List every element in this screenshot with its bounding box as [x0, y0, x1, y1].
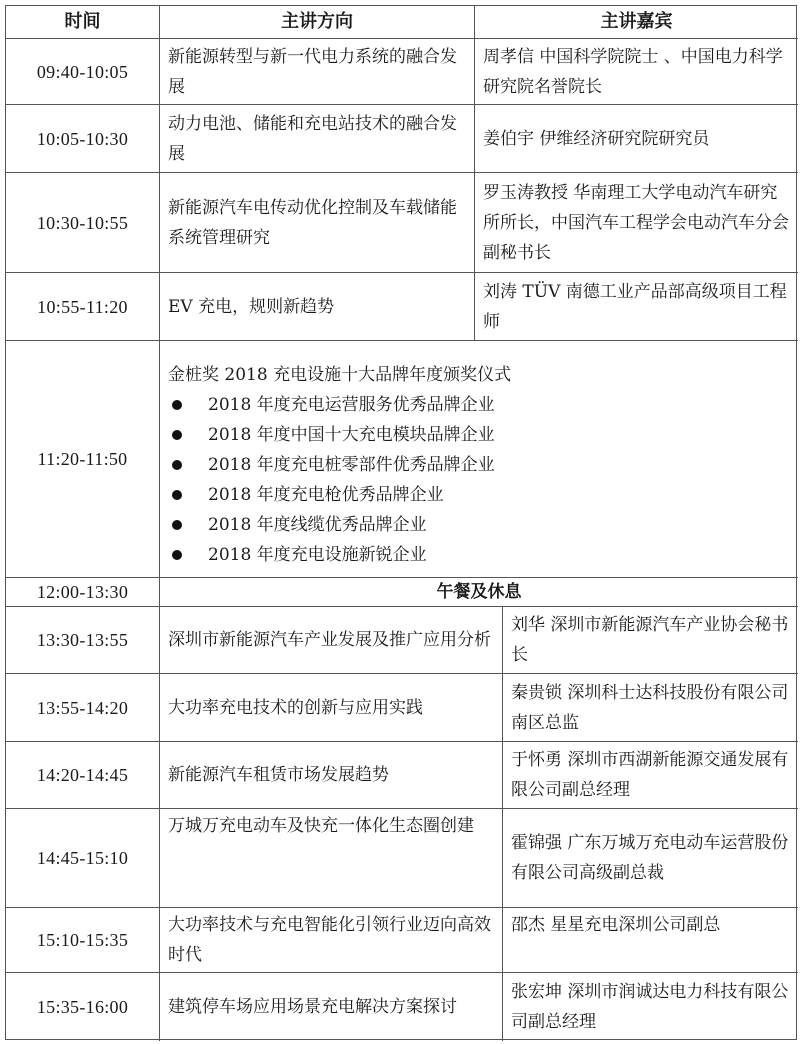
schedule-table: [5, 5, 797, 1040]
award-time: 11:20-11:50: [6, 341, 160, 578]
row-time: 15:10-15:35: [6, 908, 160, 973]
award-list-item: [168, 510, 790, 540]
row-speaker: 刘涛 TÜV 南德工业产品部高级项目工程师: [475, 273, 798, 341]
header-time: 时间: [6, 6, 160, 39]
row-speaker: 周孝信 中国科学院院士 、中国电力科学研究院名誉院长: [475, 39, 798, 105]
row-time: 10:55-11:20: [6, 273, 160, 341]
bullet-icon: [172, 550, 182, 560]
row-topic: 深圳市新能源汽车产业发展及推广应用分析: [160, 607, 503, 674]
award-list-item: [168, 450, 790, 480]
award-item-label: 2018 年度充电设施新锐企业: [208, 545, 427, 565]
award-item-label: 2018 年度中国十大充电模块品牌企业: [208, 425, 495, 445]
row-time: 14:20-14:45: [6, 742, 160, 809]
header-speaker: 主讲嘉宾: [475, 6, 798, 39]
row-speaker: 霍锦强 广东万城万充电动车运营股份有限公司高级副总裁: [503, 809, 798, 908]
row-topic: 新能源汽车租赁市场发展趋势: [160, 742, 503, 809]
award-list-item: [168, 420, 790, 450]
bullet-icon: [172, 400, 182, 410]
row-topic: 大功率技术与充电智能化引领行业迈向高效时代: [160, 908, 503, 973]
row-time: 13:30-13:55: [6, 607, 160, 674]
row-speaker: 姜伯宇 伊维经济研究院研究员: [475, 105, 798, 173]
award-item-label: 2018 年度线缆优秀品牌企业: [208, 515, 427, 535]
row-topic: 动力电池、储能和充电站技术的融合发展: [160, 105, 475, 173]
lunch-label: 午餐及休息: [160, 578, 798, 607]
award-item-label: 2018 年度充电枪优秀品牌企业: [208, 485, 444, 505]
row-time: 10:30-10:55: [6, 173, 160, 273]
row-time: 10:05-10:30: [6, 105, 160, 173]
header-topic: 主讲方向: [160, 6, 475, 39]
row-speaker: 罗玉涛教授 华南理工大学电动汽车研究所所长，中国汽车工程学会电动汽车分会副秘书长: [475, 173, 798, 273]
row-topic: 新能源汽车电传动优化控制及车载储能系统管理研究: [160, 173, 475, 273]
row-speaker: 张宏坤 深圳市润诚达电力科技有限公司副总经理: [511, 982, 789, 1032]
lunch-time: 12:00-13:30: [6, 578, 160, 607]
row-speaker: 刘华 深圳市新能源汽车产业协会秘书长: [503, 607, 798, 674]
row-topic: 建筑停车场应用场景充电解决方案探讨: [160, 973, 503, 1041]
award-title: 金桩奖 2018 充电设施十大品牌年度颁奖仪式: [168, 365, 512, 385]
award-ceremony: [160, 341, 798, 578]
bullet-icon: [172, 490, 182, 500]
bullet-icon: [172, 460, 182, 470]
bullet-icon: [172, 520, 182, 530]
row-time: 15:35-16:00: [6, 973, 160, 1041]
award-list-item: [168, 390, 790, 420]
row-topic: 万城万充电动车及快充一体化生态圈创建: [160, 809, 503, 908]
row-speaker: 邵杰 星星充电深圳公司副总: [503, 908, 798, 973]
bullet-icon: [172, 430, 182, 440]
award-item-label: 2018 年度充电桩零部件优秀品牌企业: [208, 455, 495, 475]
row-topic: 新能源转型与新一代电力系统的融合发展: [160, 39, 475, 105]
row-speaker: 于怀勇 深圳市西湖新能源交通发展有限公司副总经理: [503, 742, 798, 809]
award-list-item: [168, 540, 790, 570]
row-topic: 大功率充电技术的创新与应用实践: [160, 674, 503, 742]
row-time: 14:45-15:10: [6, 809, 160, 908]
row-time: 13:55-14:20: [6, 674, 160, 742]
award-item-label: 2018 年度充电运营服务优秀品牌企业: [208, 395, 495, 415]
award-list-item: [168, 480, 790, 510]
row-topic: EV 充电，规则新趋势: [160, 273, 475, 341]
row-speaker: 秦贵锁 深圳科士达科技股份有限公司南区总监: [503, 674, 798, 742]
row-time: 09:40-10:05: [6, 39, 160, 105]
